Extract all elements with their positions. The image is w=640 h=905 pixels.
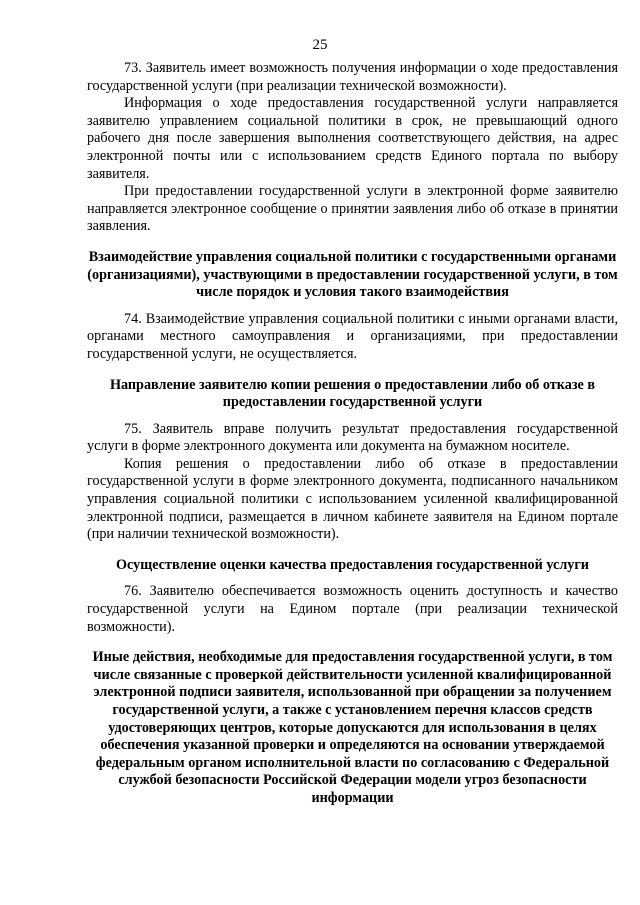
heading-decision-copy: Направление заявителю копии решения о предоставлении либо об отказе в предоставлении государственной услуги — [109, 376, 596, 411]
paragraph-73-electronic-message: При предоставлении государственной услуги в электронной форме заявителю направляется электронное сообщение о принятии заявления либо об отказе в принятии заявления. — [87, 183, 618, 235]
heading-interaction: Взаимодействие управления социальной политики с государственными органами (организациями), участвующими в предоставлении государственной услуги, в том числе порядок и условия такого взаимодействия — [87, 248, 618, 301]
paragraph-73: 73. Заявитель имеет возможность получения информации о ходе предоставления государственной услуги (при реализации технической возможности). — [87, 60, 618, 94]
paragraph-76: 76. Заявителю обеспечивается возможность оценить доступность и качество государственной услуги на Едином портале (при реализации технической возможности). — [87, 583, 618, 635]
page-number: 25 — [312, 37, 328, 53]
paragraph-75-copy: Копия решения о предоставлении либо об отказе в предоставлении государственной услуги в форме электронного документа, подписанного начальником управления социальной политики с использованием усиленной квалифицированной электронной подписи, размещается в личном кабинете заявителя на Едином портале (при наличии технической возможности). — [87, 455, 618, 543]
spacer — [87, 574, 618, 583]
spacer — [87, 636, 618, 649]
spacer — [87, 236, 618, 249]
spacer — [87, 302, 618, 311]
paragraph-75: 75. Заявитель вправе получить результат предоставления государственной услуги в форме электронного документа или документа на бумажном носителе. — [87, 420, 618, 455]
document-body — [87, 60, 618, 808]
paragraph-73-information: Информация о ходе предоставления государственной услуги направляется заявителю управлением социальной политики в срок, не превышающий одного рабочего дня после завершения выполнения соответствующего действия, на адрес электронной почты или с использованием средств Единого портала по выбору заявителя. — [87, 95, 618, 182]
spacer — [87, 412, 618, 421]
heading-quality-assessment: Осуществление оценки качества предоставления государственной услуги — [116, 556, 589, 573]
spacer — [87, 544, 618, 557]
paragraph-74: 74. Взаимодействие управления социальной политики с иными органами власти, органами местного самоуправления и организациями, при предоставлении государственной услуги, не осуществляется. — [87, 310, 618, 362]
heading-other-actions: Иные действия, необходимые для предоставления государственной услуги, в том числе связанные с проверкой действительности усиленной квалифицированной электронной подписи заявителя, использованной при обращении за получением государственной услуги, а также с установлением перечня классов средств удостоверяющих центров, которые допускаются для использования в целях обеспечения указанной проверки и определяются на основании утверждаемой федеральным органом исполнительной власти по согласованию с Федеральной службой безопасности Российской Федерации модели угроз безопасности информации — [92, 649, 613, 806]
spacer — [87, 364, 618, 377]
